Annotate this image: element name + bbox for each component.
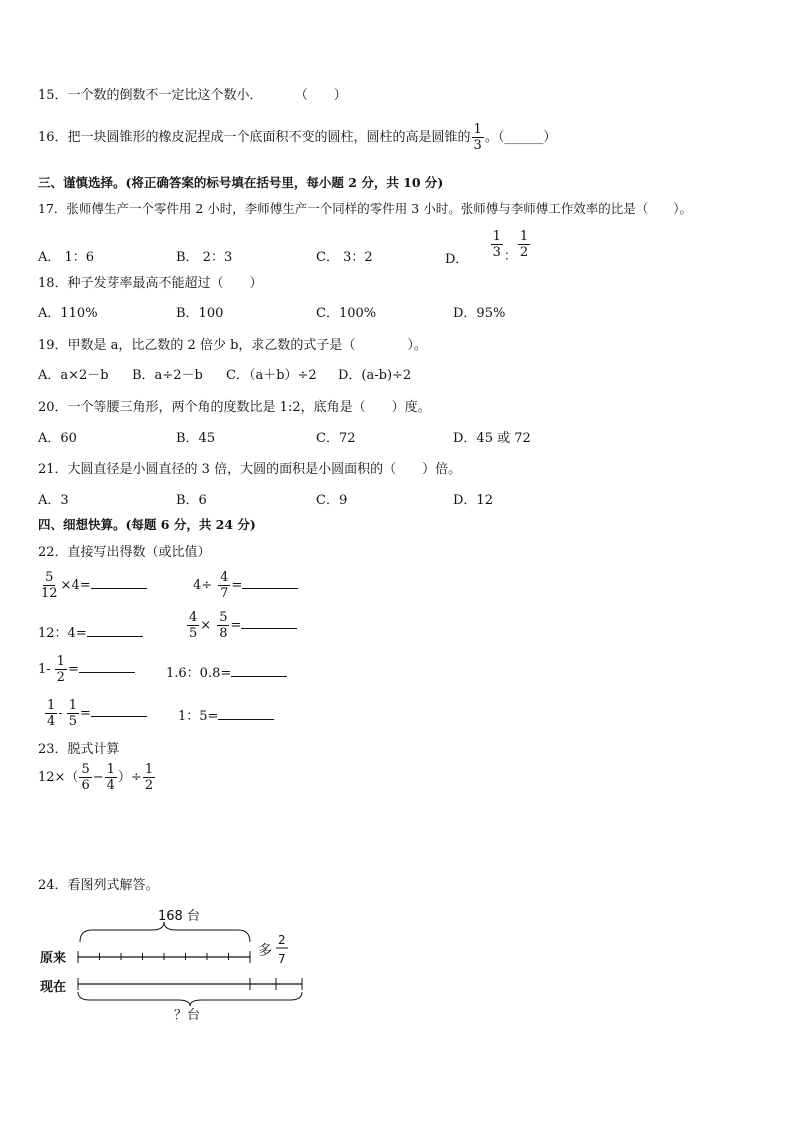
fraction: $\frac{1}{2}$: [519, 229, 529, 260]
option-d: D．95%: [453, 306, 506, 321]
top-label: 168 台: [158, 909, 200, 924]
expression-3: 12：4=: [38, 622, 143, 641]
row-label-original: 原来: [40, 951, 67, 966]
option-b: B．a÷2－b: [132, 368, 203, 383]
question-17-text: 17．张师傅生产一个零件用 2 小时，李师傅生产一个同样的零件用 3 小时。张师傅与李师傅工作效率的比是（ ）。: [38, 201, 692, 216]
expression-2: 4÷ $\frac{4}{7}$ =: [193, 570, 298, 601]
fraction: $\frac{5}{8}$: [219, 610, 228, 641]
fraction: $\frac{5}{6}$: [81, 762, 90, 793]
option-b: B．6: [176, 493, 207, 508]
answer-parentheses: （ ）: [294, 88, 347, 103]
bottom-label: ？台: [174, 1008, 201, 1023]
expression-4: $\frac{4}{5}$ × $\frac{5}{8}$ =: [186, 610, 297, 641]
question-21-text: 21．大圆直径是小圆直径的 3 倍，大圆的面积是小圆面积的（ ）倍。: [38, 462, 462, 477]
fraction: $\frac{1}{3}$: [492, 229, 501, 260]
section-4-title: 四、细想快算。(每题 6 分，共 24 分): [38, 517, 256, 532]
question-19-text: 19．甲数是 a，比乙数的 2 倍少 b，求乙数的式子是（ ）。: [38, 338, 427, 353]
expression-7: $\frac{1}{4}$ - $\frac{1}{5}$ =: [44, 698, 147, 729]
fraction: $\frac{1}{3}$: [473, 122, 482, 153]
option-a: A．60: [38, 431, 77, 446]
more-numerator: 2: [278, 933, 286, 947]
option-a: A． 1：6: [38, 250, 95, 265]
fraction: $\frac{1}{2}$: [56, 654, 65, 685]
section-3-title: 三、谨慎选择。(将正确答案的标号填在括号里，每小题 2 分，共 10 分): [38, 175, 444, 190]
expression-6: 1.6：0.8=: [166, 662, 287, 681]
option-b: B．100: [176, 306, 224, 321]
fraction: $\frac{4}{7}$: [220, 570, 229, 601]
option-c: C．72: [316, 431, 356, 446]
option-b: B． 2：3: [176, 250, 233, 265]
option-a: A．110%: [38, 306, 98, 321]
expression-1: $\frac{5}{12}$ ×4=: [38, 570, 147, 601]
fraction: $\frac{1}{4}$: [47, 698, 56, 729]
more-label: 多: [258, 943, 272, 959]
more-denominator: 7: [278, 952, 286, 966]
question-20-text: 20．一个等腰三角形，两个角的度数比是 1:2，底角是（ ）度。: [38, 400, 431, 415]
bottom-brace: [78, 992, 302, 1006]
expression-23: 12×（ $\frac{5}{6}$ − $\frac{1}{4}$ ）÷ $\frac{1}{2}$: [38, 762, 154, 793]
top-brace: [80, 922, 250, 942]
option-a: A．a×2－b: [38, 368, 109, 383]
option-c: C．（a＋b）÷2: [226, 368, 317, 383]
question-22-text: 22．直接写出得数（或比值）: [38, 545, 211, 560]
fraction: $\frac{1}{4}$: [106, 762, 115, 793]
option-a: A．3: [38, 493, 69, 508]
row-label-now: 现在: [40, 980, 67, 995]
option-c: C．100%: [316, 306, 377, 321]
question-23-text: 23．脱式计算: [38, 742, 120, 757]
question-16-text: 16．把一块圆锥形的橡皮泥捏成一个底面积不变的圆柱，圆柱的高是圆锥的: [38, 130, 471, 145]
fraction: $\frac{1}{2}$: [144, 762, 154, 793]
fraction: $\frac{4}{5}$: [189, 610, 198, 641]
option-b: B．45: [176, 431, 216, 446]
question-15-text: 15．一个数的倒数不一定比这个数小．: [38, 88, 263, 103]
fraction: $\frac{5}{12}$: [41, 570, 58, 601]
option-d: D．(a-b)÷2: [338, 368, 412, 383]
expression-5: 1- $\frac{1}{2}$ =: [38, 654, 135, 685]
option-c: C． 3：2: [316, 250, 373, 265]
answer-blank: 。（______）: [484, 130, 557, 145]
fraction: $\frac{1}{5}$: [68, 698, 77, 729]
option-d: D．12: [453, 493, 493, 508]
question-18-text: 18．种子发芽率最高不能超过（ ）: [38, 276, 263, 291]
option-c: C．9: [316, 493, 348, 508]
question-24-text: 24．看图列式解答。: [38, 878, 159, 893]
expression-8: 1：5=: [178, 705, 274, 724]
option-d: D． $\frac{1}{3}$ ： $\frac{1}{2}$: [445, 229, 529, 267]
option-d: D．45 或 72: [453, 431, 531, 446]
